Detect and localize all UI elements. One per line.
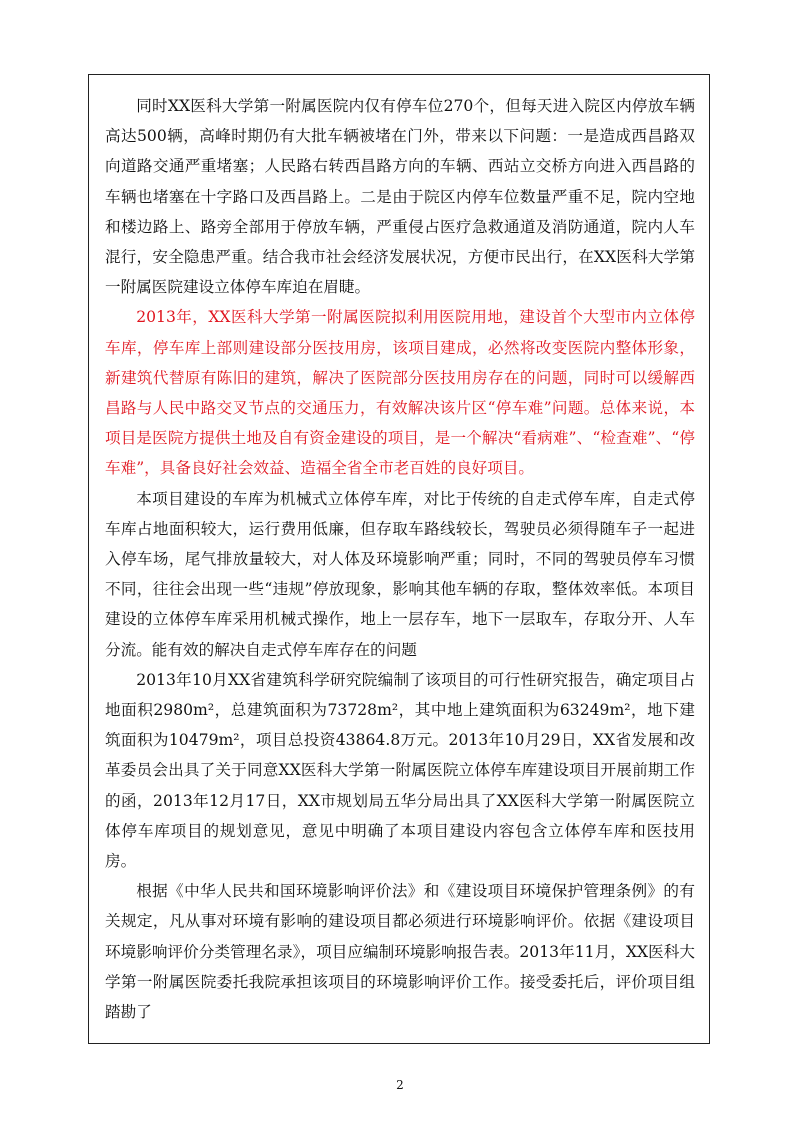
page-number: 2 (396, 1078, 404, 1092)
paragraph-eia-basis: 根据《中华人民共和国环境影响评价法》和《建设项目环境保护管理条例》的有关规定，凡从事对环境有影响的建设项目都必须进行环境影响评价。依据《建设项目环境影响评价分类管理名录》，项目应编制环境影响报告表。2013年11月，XX医科大学第一附属医院委托我院承担该项目的环境影响评价工作。接受委托后，评价项目组踏勘了 (105, 882, 695, 1022)
paragraph-project-plan-highlighted: 2013年，XX医科大学第一附属医院拟利用医院用地，建设首个大型市内立体停车库，停车库上部则建设部分医技用房，该项目建成，必然将改变医院内整体形象，新建筑代替原有陈旧的建筑，解决了医院部分医技用房存在的问题，同时可以缓解西昌路与人民中路交叉节点的交通压力，有效解决该片区“停车难”问题。总体来说，本项目是医院方提供土地及自有资金建设的项目，是一个解决“看病难”、“检查难”、“停车难”，具备良好社会效益、造福全省全市老百姓的良好项目。 (105, 308, 695, 478)
paragraph-parking-problem: 同时XX医科大学第一附属医院内仅有停车位270个，但每天进入院区内停放车辆高达500辆，高峰时期仍有大批车辆被堵在门外，带来以下问题：一是造成西昌路双向道路交通严重堵塞；人民路右转西昌路方向的车辆、西站立交桥方向进入西昌路的车辆也堵塞在十字路口及西昌路上。二是由于院区内停车位数量严重不足，院内空地和楼边路上、路旁全部用于停放车辆，严重侵占医疗急救通道及消防通道，院内人车混行，安全隐患严重。结合我市社会经济发展状况，方便市民出行，在XX医科大学第一附属医院建设立体停车库迫在眉睫。 (105, 97, 695, 297)
paragraph-feasibility-study: 2013年10月XX省建筑科学研究院编制了该项目的可行性研究报告，确定项目占地面积2980m²，总建筑面积为73728m²，其中地上建筑面积为63249m²，地下建筑面积为10479m²，项目总投资43864.8万元。2013年10月29日，XX省发展和改革委员会出具了关于同意XX医科大学第一附属医院立体停车库建设项目开展前期工作的函，2013年12月17日，XX市规划局五华分局出具了XX医科大学第一附属医院立体停车库项目的规划意见，意见中明确了本项目建设内容包含立体停车库和医技用房。 (105, 670, 695, 871)
document-body (105, 91, 695, 1043)
paragraph-mechanical-garage: 本项目建设的车库为机械式立体停车库，对比于传统的自走式停车库，自走式停车库占地面积较大，运行费用低廉，但存取车路线较长，驾驶员必须得随车子一起进入停车场，尾气排放量较大，对人体及环境影响严重；同时，不同的驾驶员停车习惯不同，往往会出现一些“违规”停放现象，影响其他车辆的存取，整体效率低。本项目建设的立体停车库采用机械式操作，地上一层存车，地下一层取车，存取分开、人车分流。能有效的解决自走式停车库存在的问题 (105, 489, 695, 659)
document-frame (88, 74, 710, 1044)
